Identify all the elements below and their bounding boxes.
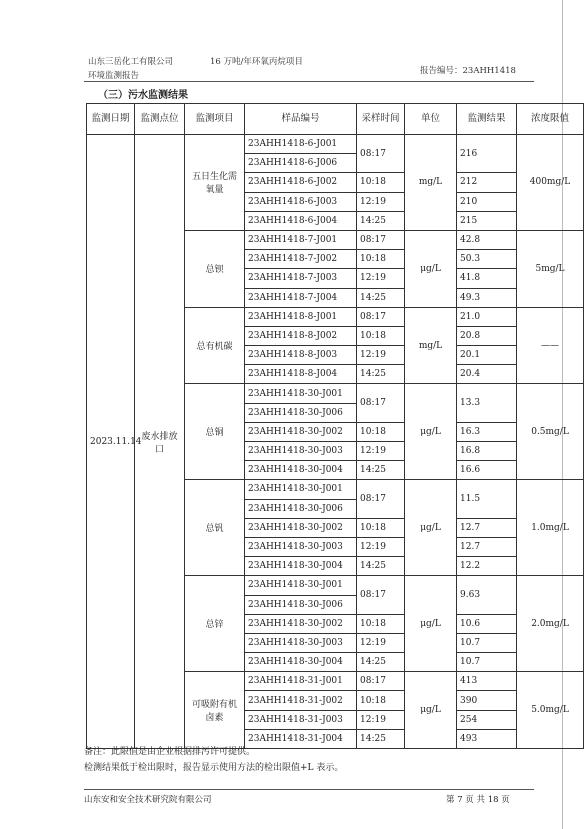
header-sample: 样品编号 xyxy=(245,104,357,135)
result-value: 16.6 xyxy=(457,461,517,480)
unit: μg/L xyxy=(405,576,457,672)
sample-id: 23AHH1418-8-J003 xyxy=(245,346,357,365)
monitoring-item: 总铜 xyxy=(185,384,245,480)
sample-time: 14:25 xyxy=(357,365,405,384)
sample-time: 10:18 xyxy=(357,691,405,710)
sample-id: 23AHH1418-30-J006 xyxy=(245,595,357,614)
unit: μg/L xyxy=(405,230,457,307)
note-limit: 备注：此限值是由企业根据排污许可提供。 xyxy=(84,747,256,757)
result-value: 216 xyxy=(457,135,517,173)
sample-id: 23AHH1418-30-J002 xyxy=(245,614,357,633)
monitoring-item: 五日生化需氧量 xyxy=(185,135,245,231)
unit: mg/L xyxy=(405,307,457,384)
section-title: （三）污水监测结果 xyxy=(98,90,188,101)
result-value: 42.8 xyxy=(457,230,517,249)
footer-page: 第 7 页 共 18 页 xyxy=(446,795,510,805)
sample-time: 10:18 xyxy=(357,326,405,345)
sample-id: 23AHH1418-30-J001 xyxy=(245,576,357,595)
report-type: 环境监测报告 xyxy=(88,71,140,81)
sample-id: 23AHH1418-30-J004 xyxy=(245,461,357,480)
sample-id: 23AHH1418-30-J003 xyxy=(245,442,357,461)
sample-id: 23AHH1418-30-J004 xyxy=(245,557,357,576)
sample-time: 12:19 xyxy=(357,710,405,729)
result-value: 12.2 xyxy=(457,557,517,576)
header-date: 监测日期 xyxy=(87,104,135,135)
monitoring-point: 废水排放口 xyxy=(135,135,185,749)
table-header-row xyxy=(87,104,584,135)
footer-rule xyxy=(84,789,534,790)
sample-time: 12:19 xyxy=(357,346,405,365)
sample-id: 23AHH1418-7-J004 xyxy=(245,288,357,307)
unit: μg/L xyxy=(405,480,457,576)
result-value: 215 xyxy=(457,211,517,230)
limit-value: 5mg/L xyxy=(517,230,584,307)
sample-time: 14:25 xyxy=(357,211,405,230)
monitoring-item: 可吸附有机卤素 xyxy=(185,672,245,749)
sample-time: 10:18 xyxy=(357,422,405,441)
result-value: 10.6 xyxy=(457,614,517,633)
header-unit: 单位 xyxy=(405,104,457,135)
sample-id: 23AHH1418-8-J004 xyxy=(245,365,357,384)
sample-time: 12:19 xyxy=(357,269,405,288)
header-limit: 浓度限值 xyxy=(517,104,584,135)
monitoring-item: 总钒 xyxy=(185,480,245,576)
header-time: 采样时间 xyxy=(357,104,405,135)
monitoring-item: 总钡 xyxy=(185,230,245,307)
limit-value: 5.0mg/L xyxy=(517,672,584,749)
sample-id: 23AHH1418-30-J006 xyxy=(245,403,357,422)
sample-id: 23AHH1418-30-J003 xyxy=(245,633,357,652)
table-body xyxy=(87,135,584,749)
sample-id: 23AHH1418-8-J001 xyxy=(245,307,357,326)
header-item: 监测项目 xyxy=(185,104,245,135)
header-point: 监测点位 xyxy=(135,104,185,135)
sample-id: 23AHH1418-30-J002 xyxy=(245,518,357,537)
unit: μg/L xyxy=(405,384,457,480)
result-value: 21.0 xyxy=(457,307,517,326)
header-rule xyxy=(84,81,534,82)
sample-time: 08:17 xyxy=(357,230,405,249)
result-value: 9.63 xyxy=(457,576,517,614)
sample-time: 12:19 xyxy=(357,442,405,461)
result-value: 20.8 xyxy=(457,326,517,345)
result-value: 413 xyxy=(457,672,517,691)
sample-id: 23AHH1418-30-J001 xyxy=(245,384,357,403)
sample-id: 23AHH1418-6-J006 xyxy=(245,154,357,173)
note-detection: 检测结果低于检出限时，报告显示使用方法的检出限值+L 表示。 xyxy=(84,763,344,773)
result-value: 16.3 xyxy=(457,422,517,441)
sample-id: 23AHH1418-30-J006 xyxy=(245,499,357,518)
table-row xyxy=(87,135,584,154)
sample-id: 23AHH1418-6-J003 xyxy=(245,192,357,211)
result-value: 20.4 xyxy=(457,365,517,384)
result-value: 11.5 xyxy=(457,480,517,518)
sample-id: 23AHH1418-8-J002 xyxy=(245,326,357,345)
sample-id: 23AHH1418-31-J003 xyxy=(245,710,357,729)
footer-institute: 山东安和安全技术研究院有限公司 xyxy=(84,795,212,805)
result-value: 13.3 xyxy=(457,384,517,422)
sample-time: 14:25 xyxy=(357,729,405,748)
sample-time: 08:17 xyxy=(357,384,405,422)
result-value: 390 xyxy=(457,691,517,710)
sample-id: 23AHH1418-30-J002 xyxy=(245,422,357,441)
sample-time: 08:17 xyxy=(357,576,405,614)
result-value: 50.3 xyxy=(457,250,517,269)
sample-time: 12:19 xyxy=(357,633,405,652)
sample-id: 23AHH1418-30-J003 xyxy=(245,537,357,556)
monitoring-date: 2023.11.14 xyxy=(87,135,135,749)
limit-value: 1.0mg/L xyxy=(517,480,584,576)
sample-id: 23AHH1418-6-J004 xyxy=(245,211,357,230)
sample-time: 10:18 xyxy=(357,614,405,633)
sample-id: 23AHH1418-31-J004 xyxy=(245,729,357,748)
result-value: 12.7 xyxy=(457,518,517,537)
sample-time: 08:17 xyxy=(357,672,405,691)
result-value: 12.7 xyxy=(457,537,517,556)
result-value: 10.7 xyxy=(457,633,517,652)
unit: μg/L xyxy=(405,672,457,749)
result-value: 41.8 xyxy=(457,269,517,288)
company-name: 山东三岳化工有限公司 xyxy=(88,57,174,67)
sample-time: 14:25 xyxy=(357,288,405,307)
sample-time: 14:25 xyxy=(357,557,405,576)
result-value: 16.8 xyxy=(457,442,517,461)
unit: mg/L xyxy=(405,135,457,231)
sample-time: 14:25 xyxy=(357,461,405,480)
sample-time: 12:19 xyxy=(357,192,405,211)
result-value: 210 xyxy=(457,192,517,211)
monitoring-item: 总锌 xyxy=(185,576,245,672)
sample-time: 12:19 xyxy=(357,537,405,556)
sample-time: 14:25 xyxy=(357,653,405,672)
sample-id: 23AHH1418-31-J002 xyxy=(245,691,357,710)
sample-time: 10:18 xyxy=(357,173,405,192)
sample-time: 08:17 xyxy=(357,480,405,518)
wastewater-results-table xyxy=(86,103,584,749)
sample-id: 23AHH1418-31-J001 xyxy=(245,672,357,691)
result-value: 254 xyxy=(457,710,517,729)
sample-time: 10:18 xyxy=(357,518,405,537)
sample-id: 23AHH1418-30-J001 xyxy=(245,480,357,499)
limit-value: —— xyxy=(517,307,584,384)
result-value: 493 xyxy=(457,729,517,748)
sample-id: 23AHH1418-30-J004 xyxy=(245,653,357,672)
result-value: 212 xyxy=(457,173,517,192)
result-value: 20.1 xyxy=(457,346,517,365)
report-number: 报告编号：23AHH1418 xyxy=(420,66,516,76)
sample-time: 08:17 xyxy=(357,135,405,173)
limit-value: 0.5mg/L xyxy=(517,384,584,480)
sample-id: 23AHH1418-7-J002 xyxy=(245,250,357,269)
sample-time: 10:18 xyxy=(357,250,405,269)
sample-id: 23AHH1418-7-J001 xyxy=(245,230,357,249)
header-result: 监测结果 xyxy=(457,104,517,135)
monitoring-item: 总有机碳 xyxy=(185,307,245,384)
project-name: 16 万吨/年环氧丙烷项目 xyxy=(210,57,303,67)
result-value: 49.3 xyxy=(457,288,517,307)
sample-time: 08:17 xyxy=(357,307,405,326)
result-value: 10.7 xyxy=(457,653,517,672)
sample-id: 23AHH1418-6-J001 xyxy=(245,135,357,154)
sample-id: 23AHH1418-6-J002 xyxy=(245,173,357,192)
limit-value: 400mg/L xyxy=(517,135,584,231)
limit-value: 2.0mg/L xyxy=(517,576,584,672)
sample-id: 23AHH1418-7-J003 xyxy=(245,269,357,288)
